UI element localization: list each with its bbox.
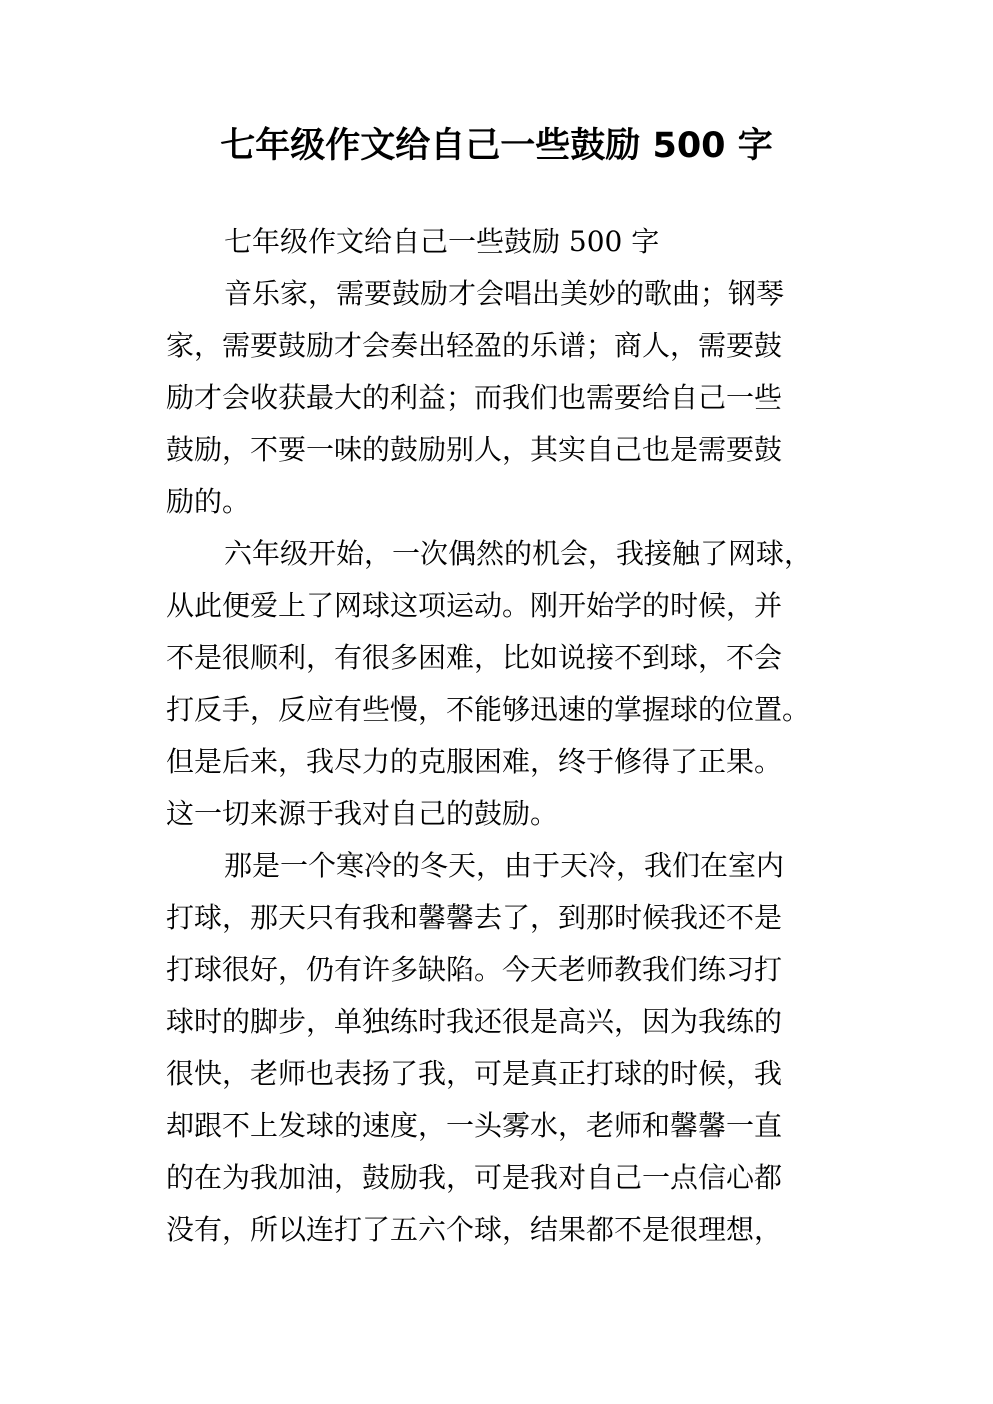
paragraph-line: 没有，所以连打了五六个球，结果都不是很理想， [166, 1213, 783, 1246]
paragraph-2 [166, 528, 841, 840]
paragraph-line: 六年级开始，一次偶然的机会，我接触了网球， [224, 537, 813, 570]
paragraph-line: 励才会收获最大的利益；而我们也需要给自己一些 [166, 381, 783, 414]
paragraph-line: 鼓励，不要一味的鼓励别人，其实自己也是需要鼓 [166, 433, 783, 466]
paragraph-line: 不是很顺利，有很多困难，比如说接不到球，不会 [166, 641, 783, 674]
document-body [166, 216, 841, 1256]
paragraph-line: 音乐家，需要鼓励才会唱出美妙的歌曲；钢琴 [224, 277, 785, 310]
paragraph-line: 从此便爱上了网球这项运动。刚开始学的时候，并 [166, 589, 783, 622]
paragraph-line: 那是一个寒冷的冬天，由于天冷，我们在室内 [224, 849, 785, 882]
paragraph-line: 球时的脚步，单独练时我还很是高兴，因为我练的 [166, 1005, 783, 1038]
paragraph-3 [166, 840, 841, 1256]
paragraph-line: 但是后来，我尽力的克服困难，终于修得了正果。 [166, 745, 783, 778]
paragraph-line: 的在为我加油，鼓励我，可是我对自己一点信心都 [166, 1161, 783, 1194]
subtitle-paragraph [166, 216, 841, 268]
subtitle-line: 七年级作文给自己一些鼓励 500 字 [224, 225, 660, 258]
paragraph-line: 打球，那天只有我和馨馨去了，到那时候我还不是 [166, 901, 783, 934]
paragraph-line: 却跟不上发球的速度，一头雾水，老师和馨馨一直 [166, 1109, 783, 1142]
paragraph-line: 这一切来源于我对自己的鼓励。 [166, 797, 559, 830]
paragraph-line: 家，需要鼓励才会奏出轻盈的乐谱；商人，需要鼓 [166, 329, 783, 362]
document-title: 七年级作文给自己一些鼓励 500 字 [220, 126, 773, 166]
paragraph-line: 励的。 [166, 485, 251, 518]
paragraph-1 [166, 268, 841, 528]
paragraph-line: 打反手，反应有些慢，不能够迅速的掌握球的位置。 [166, 693, 811, 726]
paragraph-line: 很快，老师也表扬了我，可是真正打球的时候，我 [166, 1057, 783, 1090]
paragraph-line: 打球很好，仍有许多缺陷。今天老师教我们练习打 [166, 953, 783, 986]
